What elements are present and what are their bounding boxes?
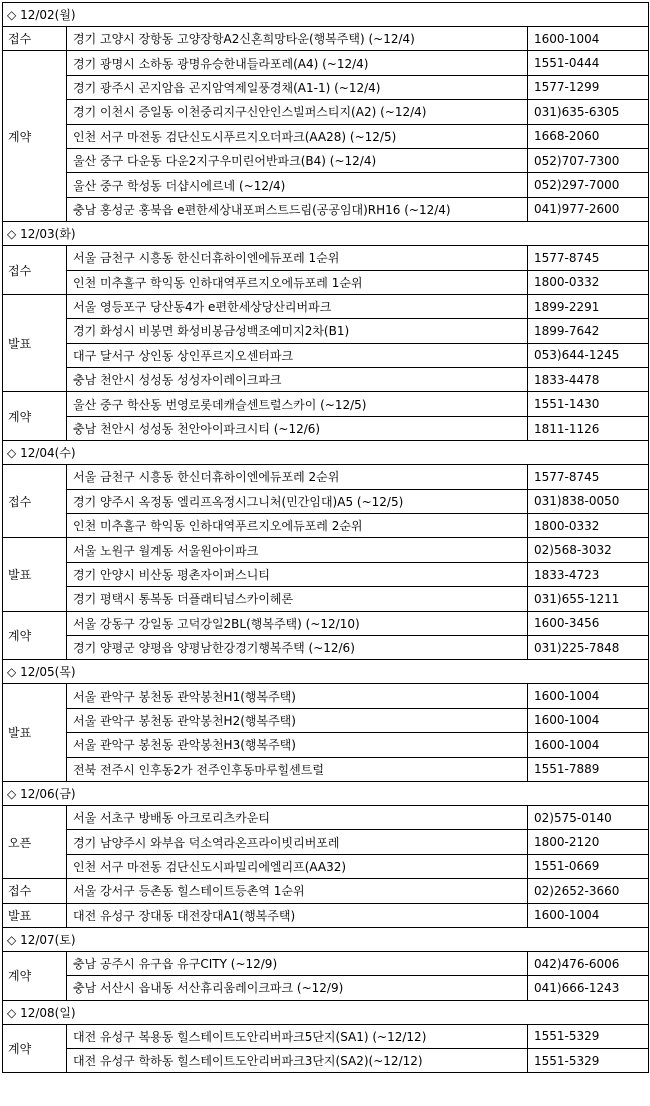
description-cell: 경기 광주시 곤지암읍 곤지암역제일풍경채(A1-1) (~12/4) xyxy=(67,75,528,99)
type-cell: 접수 xyxy=(3,246,67,295)
phone-cell: 1899-2291 xyxy=(528,294,649,318)
description-cell: 충남 공주시 유구읍 유구CITY (~12/9) xyxy=(67,951,528,975)
phone-cell: 041)977-2600 xyxy=(528,197,649,221)
day-header-row xyxy=(3,660,649,684)
table-row xyxy=(3,51,649,75)
type-cell: 접수 xyxy=(3,465,67,538)
day-date: 12/02(월) xyxy=(20,8,76,22)
table-row xyxy=(3,124,649,148)
phone-cell: 1811-1126 xyxy=(528,416,649,440)
description-cell: 인천 미추홀구 학익동 인하대역푸르지오에듀포레 1순위 xyxy=(67,270,528,294)
table-row xyxy=(3,879,649,903)
table-row xyxy=(3,197,649,221)
day-header xyxy=(3,660,649,684)
day-date: 12/07(토) xyxy=(20,932,76,947)
day-header xyxy=(3,441,649,465)
phone-cell: 1551-7889 xyxy=(528,757,649,781)
description-cell: 서울 영등포구 당산동4가 e편한세상당산리버파크 xyxy=(67,294,528,318)
type-cell: 계약 xyxy=(3,611,67,660)
phone-cell: 1577-8745 xyxy=(528,465,649,489)
day-header xyxy=(3,927,649,951)
phone-cell: 031)655-1211 xyxy=(528,587,649,611)
description-cell: 충남 서산시 읍내동 서산휴리움레이크파크 (~12/9) xyxy=(67,976,528,1000)
table-row xyxy=(3,1049,649,1073)
description-cell: 전북 전주시 인후동2가 전주인후동마루힐센트럴 xyxy=(67,757,528,781)
phone-cell: 02)575-0140 xyxy=(528,805,649,829)
table-row xyxy=(3,100,649,124)
type-cell: 계약 xyxy=(3,51,67,222)
description-cell: 경기 안양시 비산동 평촌자이퍼스니티 xyxy=(67,562,528,586)
table-row xyxy=(3,708,649,732)
phone-cell: 1577-8745 xyxy=(528,246,649,270)
diamond-icon: ◇ xyxy=(7,786,17,801)
table-row xyxy=(3,951,649,975)
phone-cell: 1551-5329 xyxy=(528,1024,649,1048)
table-row xyxy=(3,538,649,562)
phone-cell: 02)568-3032 xyxy=(528,538,649,562)
type-cell: 발표 xyxy=(3,294,67,392)
description-cell: 서울 금천구 시흥동 한신더휴하이엔에듀포레 2순위 xyxy=(67,465,528,489)
phone-cell: 031)838-0050 xyxy=(528,489,649,513)
description-cell: 충남 천안시 성성동 성성자이레이크파크 xyxy=(67,368,528,392)
description-cell: 경기 평택시 통복동 더플래티넘스카이헤론 xyxy=(67,587,528,611)
diamond-icon: ◇ xyxy=(7,932,17,947)
description-cell: 서울 노원구 월계동 서울원아이파크 xyxy=(67,538,528,562)
type-cell: 발표 xyxy=(3,903,67,927)
description-cell: 대전 유성구 학하동 힐스테이트도안리버파크3단지(SA2)(~12/12) xyxy=(67,1049,528,1073)
day-date: 12/05(목) xyxy=(20,665,76,680)
phone-cell: 1600-3456 xyxy=(528,611,649,635)
table-row xyxy=(3,514,649,538)
description-cell: 경기 화성시 비봉면 화성비봉금성백조예미지2차(B1) xyxy=(67,319,528,343)
day-header xyxy=(3,3,649,27)
description-cell: 서울 관악구 봉천동 관악봉천H1(행복주택) xyxy=(67,684,528,708)
phone-cell: 052)707-7300 xyxy=(528,148,649,172)
description-cell: 서울 강동구 강일동 고덕강일2BL(행복주택) (~12/10) xyxy=(67,611,528,635)
phone-cell: 1833-4723 xyxy=(528,562,649,586)
day-header xyxy=(3,781,649,805)
description-cell: 서울 강서구 등촌동 힐스테이트등촌역 1순위 xyxy=(67,879,528,903)
table-row xyxy=(3,684,649,708)
table-row xyxy=(3,270,649,294)
description-cell: 경기 양주시 옥정동 엘리프옥정시그니처(민간임대)A5 (~12/5) xyxy=(67,489,528,513)
table-row xyxy=(3,294,649,318)
day-header xyxy=(3,222,649,246)
description-cell: 경기 광명시 소하동 광명유승한내들라포레(A4) (~12/4) xyxy=(67,51,528,75)
schedule-body xyxy=(3,3,649,1073)
phone-cell: 041)666-1243 xyxy=(528,976,649,1000)
type-cell: 접수 xyxy=(3,27,67,51)
description-cell: 울산 중구 다운동 다운2지구우미린어반파크(B4) (~12/4) xyxy=(67,148,528,172)
diamond-icon: ◇ xyxy=(7,227,17,242)
table-row xyxy=(3,733,649,757)
type-cell: 발표 xyxy=(3,684,67,782)
table-row xyxy=(3,805,649,829)
table-row xyxy=(3,416,649,440)
phone-cell: 1551-0444 xyxy=(528,51,649,75)
table-row xyxy=(3,976,649,1000)
description-cell: 경기 이천시 증일동 이천중리지구신안인스빌퍼스티지(A2) (~12/4) xyxy=(67,100,528,124)
day-date: 12/06(금) xyxy=(20,786,76,801)
phone-cell: 1600-1004 xyxy=(528,708,649,732)
phone-cell: 1800-0332 xyxy=(528,514,649,538)
day-header-row xyxy=(3,1000,649,1024)
phone-cell: 1600-1004 xyxy=(528,903,649,927)
description-cell: 서울 관악구 봉천동 관악봉천H2(행복주택) xyxy=(67,708,528,732)
description-cell: 서울 서초구 방배동 아크로리츠카운티 xyxy=(67,805,528,829)
diamond-icon: ◇ xyxy=(7,8,17,22)
description-cell: 충남 홍성군 홍북읍 e편한세상내포퍼스트드림(공공임대)RH16 (~12/4) xyxy=(67,197,528,221)
phone-cell: 1899-7642 xyxy=(528,319,649,343)
phone-cell: 052)297-7000 xyxy=(528,173,649,197)
day-header xyxy=(3,1000,649,1024)
day-date: 12/08(일) xyxy=(20,1005,76,1020)
type-cell: 발표 xyxy=(3,538,67,611)
day-header-row xyxy=(3,222,649,246)
day-header-row xyxy=(3,927,649,951)
day-header-row xyxy=(3,441,649,465)
phone-cell: 1551-1430 xyxy=(528,392,649,416)
phone-cell: 1577-1299 xyxy=(528,75,649,99)
phone-cell: 1600-1004 xyxy=(528,27,649,51)
description-cell: 경기 고양시 장항동 고양장항A2신혼희망타운(행복주택) (~12/4) xyxy=(67,27,528,51)
description-cell: 경기 양평군 양평읍 양평남한강경기행복주택 (~12/6) xyxy=(67,635,528,659)
description-cell: 경기 남양주시 와부읍 덕소역라온프라이빗리버포레 xyxy=(67,830,528,854)
phone-cell: 1551-0669 xyxy=(528,854,649,878)
diamond-icon: ◇ xyxy=(7,1005,17,1020)
table-row xyxy=(3,757,649,781)
table-row xyxy=(3,903,649,927)
type-cell: 계약 xyxy=(3,951,67,1000)
phone-cell: 1600-1004 xyxy=(528,733,649,757)
description-cell: 울산 중구 학산동 번영로롯데캐슬센트럴스카이 (~12/5) xyxy=(67,392,528,416)
phone-cell: 1833-4478 xyxy=(528,368,649,392)
phone-cell: 042)476-6006 xyxy=(528,951,649,975)
phone-cell: 031)635-6305 xyxy=(528,100,649,124)
table-row xyxy=(3,1024,649,1048)
diamond-icon: ◇ xyxy=(7,665,17,680)
table-row xyxy=(3,587,649,611)
description-cell: 인천 서구 마전동 검단신도시푸르지오더파크(AA28) (~12/5) xyxy=(67,124,528,148)
phone-cell: 053)644-1245 xyxy=(528,343,649,367)
description-cell: 울산 중구 학성동 더샵시에르네 (~12/4) xyxy=(67,173,528,197)
description-cell: 대구 달서구 상인동 상인푸르지오센터파크 xyxy=(67,343,528,367)
table-row xyxy=(3,854,649,878)
table-row xyxy=(3,75,649,99)
phone-cell: 1668-2060 xyxy=(528,124,649,148)
description-cell: 서울 금천구 시흥동 한신더휴하이엔에듀포레 1순위 xyxy=(67,246,528,270)
table-row xyxy=(3,635,649,659)
day-header-row xyxy=(3,3,649,27)
table-row xyxy=(3,148,649,172)
day-header-row xyxy=(3,781,649,805)
description-cell: 대전 유성구 장대동 대전장대A1(행복주택) xyxy=(67,903,528,927)
schedule-table xyxy=(2,2,649,1073)
table-row xyxy=(3,392,649,416)
day-date: 12/04(수) xyxy=(20,446,76,461)
description-cell: 인천 미추홀구 학익동 인하대역푸르지오에듀포레 2순위 xyxy=(67,514,528,538)
phone-cell: 1800-2120 xyxy=(528,830,649,854)
phone-cell: 1800-0332 xyxy=(528,270,649,294)
type-cell: 계약 xyxy=(3,1024,67,1073)
description-cell: 충남 천안시 성성동 천안아이파크시티 (~12/6) xyxy=(67,416,528,440)
type-cell: 오픈 xyxy=(3,805,67,878)
table-row xyxy=(3,368,649,392)
table-row xyxy=(3,319,649,343)
phone-cell: 1600-1004 xyxy=(528,684,649,708)
table-row xyxy=(3,489,649,513)
phone-cell: 1551-5329 xyxy=(528,1049,649,1073)
table-row xyxy=(3,611,649,635)
type-cell: 계약 xyxy=(3,392,67,441)
table-row xyxy=(3,27,649,51)
phone-cell: 02)2652-3660 xyxy=(528,879,649,903)
type-cell: 접수 xyxy=(3,879,67,903)
table-row xyxy=(3,246,649,270)
phone-cell: 031)225-7848 xyxy=(528,635,649,659)
table-row xyxy=(3,830,649,854)
table-row xyxy=(3,465,649,489)
description-cell: 서울 관악구 봉천동 관악봉천H3(행복주택) xyxy=(67,733,528,757)
description-cell: 인천 서구 마전동 검단신도시파밀리에엘리프(AA32) xyxy=(67,854,528,878)
table-row xyxy=(3,173,649,197)
day-date: 12/03(화) xyxy=(20,227,76,242)
table-row xyxy=(3,562,649,586)
diamond-icon: ◇ xyxy=(7,446,17,461)
table-row xyxy=(3,343,649,367)
description-cell: 대전 유성구 복용동 힐스테이트도안리버파크5단지(SA1) (~12/12) xyxy=(67,1024,528,1048)
